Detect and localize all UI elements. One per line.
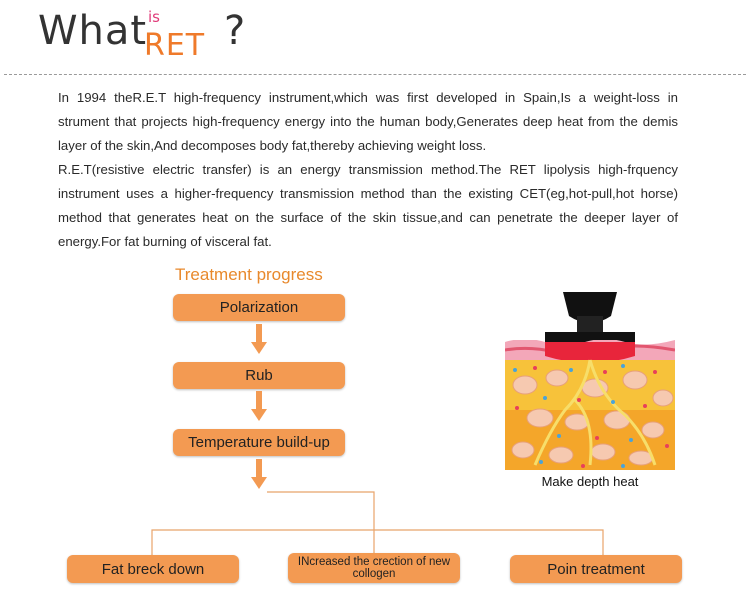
ret-paragraph: R.E.T(resistive electric transfer) is an energy transmission method.The RET lipolysis high-frquency instrument uses a higher-frequency transmission method than the existing CET(eg,hot-pull,hot horse) method that generates heat on the surface of the skin tissue,and can penetrate the deeper layer of energy.For fat burning of visceral fat. — [58, 162, 678, 249]
intro-paragraph: In 1994 theR.E.T high-frequency instrument,which was first developed in Spain,Is a weight-loss in strument that projects high-frequency energy into the human body,Generates deep heat from the demis layer of the skin,And decomposes body fat,thereby achieving weight loss. — [58, 90, 678, 153]
step-temperature-build-up: Temperature build-up — [173, 429, 345, 456]
result-collagen: INcreased the crection of new collogen — [288, 553, 460, 583]
title-ret: RET — [144, 28, 206, 63]
title-what: What — [38, 8, 148, 54]
treatment-progress-title: Treatment progress — [175, 265, 323, 284]
result-fat-break-down: Fat breck down — [67, 555, 239, 583]
result-pain-treatment: Poin treatment — [510, 555, 682, 583]
rf-heat-skin-illustration — [505, 290, 675, 470]
illustration-caption: Make depth heat — [541, 474, 639, 489]
title-question-mark: ? — [224, 8, 246, 54]
step-polarization: Polarization — [173, 294, 345, 321]
title-is: is — [148, 8, 160, 26]
step-rub: Rub — [173, 362, 345, 389]
